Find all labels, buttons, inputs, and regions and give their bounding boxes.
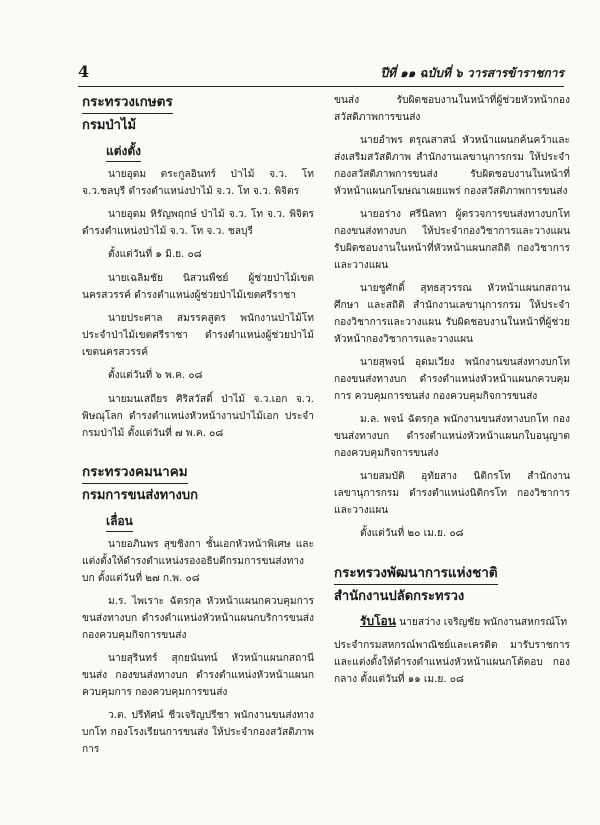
ministry-heading-agriculture: กระทรวงเกษตร <box>82 92 173 114</box>
paragraph-lead: นายสว่าง เจริญชัย พนักงานสหกรณ์โท <box>399 617 568 628</box>
running-title: ปีที่ ๑๑ ฉบับที่ ๖ วารสารข้าราชการ <box>380 66 564 80</box>
paragraph: นายอภินพร สุขชิงกา ชั้นเอกหัวหน้าพิเศษ และแต่งตั้งให้ดำรงตำแหน่งรองอธิบดีกรมการขนส่งทางบก ตั้งแต่วันที่ ๒๗ ก.พ. ๐๘ <box>82 539 314 584</box>
left-column <box>82 92 314 764</box>
header-rule <box>78 86 564 87</box>
department-heading-permanent-secretary: สำนักงานปลัดกระทรวง <box>334 589 465 604</box>
ministry-heading-communications: กระทรวงคมนาคม <box>82 462 188 484</box>
paragraph: นายประศาล สมรรคสูตร พนักงานป่าไม้โท ประจำป่าไม้เขตศรีราชา ดำรงตำแหน่งผู้ช่วยป่าไม้เขตนครสวรรค์ <box>82 313 314 358</box>
effective-date: ตั้งแต่วันที่ ๒๐ เม.ย. ๐๘ <box>360 528 464 539</box>
subheading-appointment: แต่งตั้ง <box>106 142 141 162</box>
inline-heading-transfer: รับโอน <box>360 614 396 628</box>
paragraph: นายอำพร ตรุณสาสน์ หัวหน้าแผนกค้นคว้าและส่งเสริมสวัสดิภาพ สำนักงานเลขานุการกรม ให้ประจำกองสวัสดิภาพการขนส่ง รับผิดชอบงานในหน้าที่หัวหน้าแผนกโฆษณาเผยแพร่ กองสวัสดิภาพการขนส่ง <box>334 135 570 197</box>
paragraph: นายสมบัติ อุทัยสาง นิติกรโท สำนักงานเลขานุการกรม ดำรงตำแหน่งนิติกรโท กองวิชาการและวางแผน <box>334 471 570 516</box>
paragraph: นายอุดม ตระกูลอินทร์ ป่าไม้ จ.ว. โท จ.ว.ชลบุรี ดำรงตำแหน่งป่าไม้ จ.ว. โท จ.ว. พิจิตร <box>82 169 314 197</box>
paragraph: นายมนเสถียร ศิริสวัสดิ์ ป่าไม้ จ.ว.เอก จ.ว. พิษณุโลก ดำรงตำแหน่งหัวหน้างานป่าไม้เอก ประจำกรมป่าไม้ ตั้งแต่วันที่ ๗ พ.ค. ๐๘ <box>82 394 314 439</box>
paragraph: นายอร่าง ศรีนิลทา ผู้ตรวจการขนส่งทางบกโท กองขนส่งทางบก ให้ประจำกองวิชาการและวางแผน รับผิดชอบงานในหน้าที่หัวหน้าแผนกสถิติ กองวิชาการและวางแผน <box>334 209 570 271</box>
paragraph <box>334 613 570 631</box>
paragraph: ว.ต. ปรีทัศน์ ชีวเจริญปรีชา พนักงานขนส่งทางบกโท กองโรงเรียนการขนส่ง ให้ประจำกองสวัสดิภาพการ <box>82 710 314 755</box>
page-header <box>78 62 564 84</box>
page-number: 4 <box>78 62 90 81</box>
effective-date: ตั้งแต่วันที่ ๑ มิ.ย. ๐๘ <box>108 249 202 260</box>
paragraph: นายชูศักดิ์ สุทธสุวรรณ หัวหน้าแผนกสถานศึกษา และสถิติ สำนักงานเลขานุการกรม ให้ประจำกองวิชาการและวางแผน รับผิดชอบงานในหน้าที่ผู้ช่วยหัวหน้ากองวิชาการและวางแผน <box>334 283 570 345</box>
department-heading-land-transport: กรมการขนส่งทางบก <box>82 488 198 503</box>
effective-date: ตั้งแต่วันที่ ๖ พ.ค. ๐๘ <box>108 370 203 381</box>
paragraph: ประจำกรมสหกรณ์พาณิชย์และเครดิต มารับราชการและแต่งตั้งให้ดำรงตำแหน่งหัวหน้าแผนกโต้ตอบ กองกลาง ตั้งแต่วันที่ ๑๑ เม.ย. ๐๘ <box>334 640 570 685</box>
paragraph: นายสุรินทร์ สุกยนันทน์ หัวหน้าแผนกสถานีขนส่ง กองขนส่งทางบก ดำรงตำแหน่งหัวหน้าแผนกควบคุมการ กองควบคุมการขนส่ง <box>82 653 314 698</box>
right-column <box>334 92 570 694</box>
paragraph: ขนส่ง รับผิดชอบงานในหน้าที่ผู้ช่วยหัวหน้ากองสวัสดิภาพการขนส่ง <box>334 95 570 123</box>
paragraph: ม.ล. พจน์ ฉัตรกุล พนักงานขนส่งทางบกโท กองขนส่งทางบก ดำรงตำแหน่งหัวหน้าแผนกใบอนุญาต กองควบคุมกิจการขนส่ง <box>334 414 570 459</box>
paragraph: ม.ร. ไพเราะ ฉัตรกุล หัวหน้าแผนกควบคุมการขนส่งทางบก ดำรงตำแหน่งหัวหน้าแผนกบริการขนส่ง กองควบคุมกิจการขนส่ง <box>82 596 314 641</box>
paragraph: นายเฉลิมชัย นิสวนพืชย์ ผู้ช่วยป่าไม้เขตนครสวรรค์ ดำรงตำแหน่งผู้ช่วยป่าไม้เขตศรีราชา <box>82 273 314 301</box>
paragraph: นายสุพจน์ อุดมเวียง พนักงานขนส่งทางบกโท กองขนส่งทางบก ดำรงตำแหน่งหัวหน้าแผนกควบคุมการ ควบคุมการขนส่ง กองควบคุมกิจการขนส่ง <box>334 357 570 402</box>
paragraph: นายอุดม หิรัญพฤกษ์ ป่าไม้ จ.ว. โท จ.ว. พิจิตร ดำรงตำแหน่งป่าไม้ จ.ว. โท จ.ว. ชลบุรี <box>82 209 314 237</box>
subheading-promotion: เลื่อน <box>106 512 133 532</box>
department-heading-forestry: กรมป่าไม้ <box>82 118 137 133</box>
ministry-heading-national-development: กระทรวงพัฒนาการแห่งชาติ <box>334 563 498 585</box>
